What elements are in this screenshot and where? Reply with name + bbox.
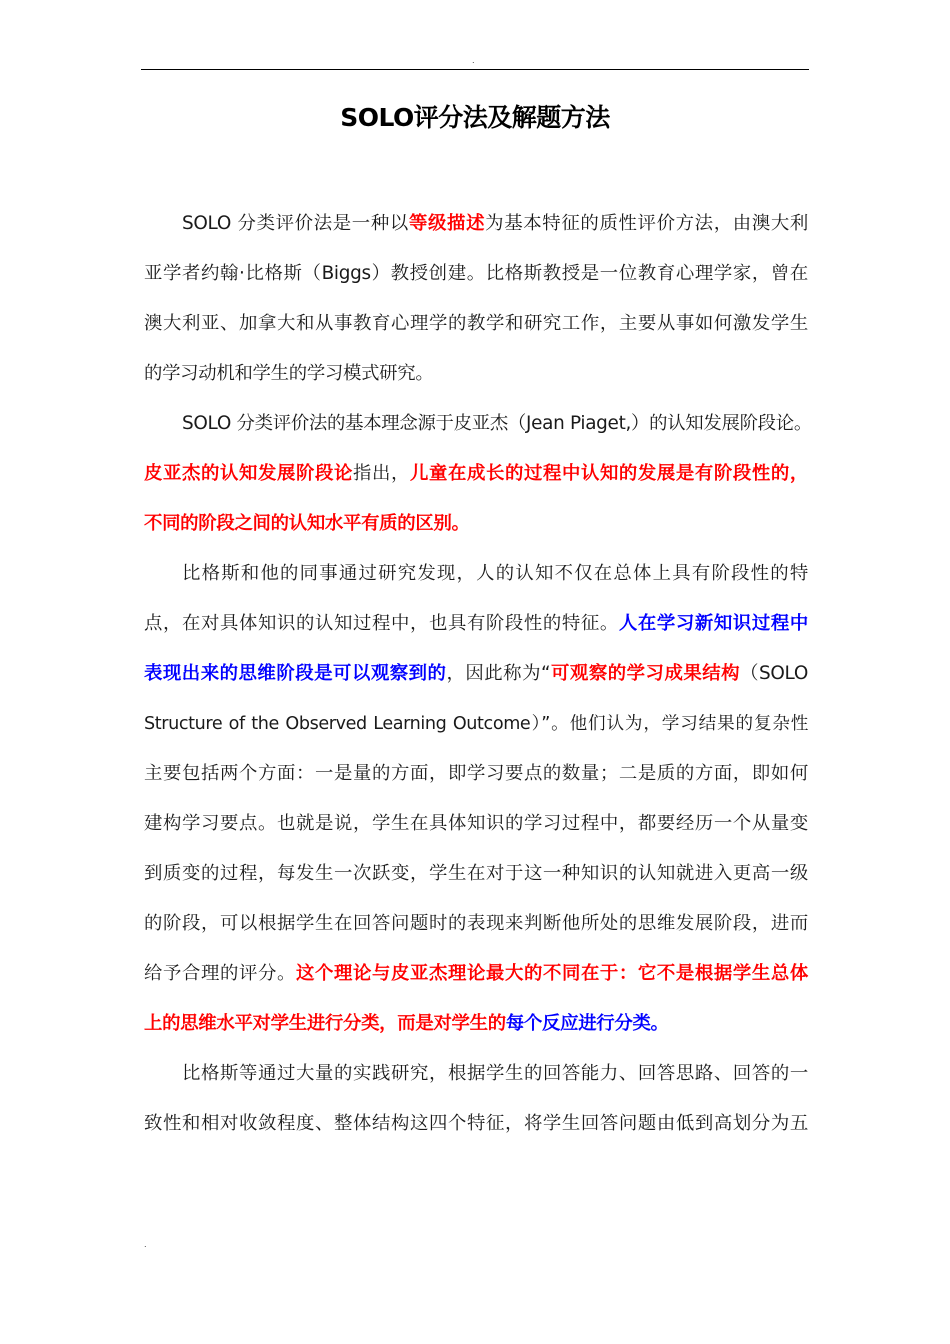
text-line <box>144 899 808 949</box>
text-line <box>144 399 812 449</box>
text-line <box>144 649 808 699</box>
text-line <box>144 249 808 299</box>
highlight-blue-text: 人在学习新知识过程中 <box>618 613 808 634</box>
text-line <box>144 1049 808 1099</box>
page-title: SOLO评分法及解题方法 <box>340 103 610 132</box>
text-span: 比格斯和他的同事通过研究发现，人的认知不仅在总体上具有阶段性的特 <box>182 563 808 584</box>
text-line <box>144 449 808 499</box>
text-line <box>144 299 808 349</box>
text-span: （SOLO <box>740 663 808 684</box>
text-span: 给予合理的评分。 <box>144 963 296 984</box>
text-line <box>144 749 808 799</box>
text-line <box>144 849 808 899</box>
highlight-blue-text: 每个反应进行分类。 <box>505 1013 669 1034</box>
highlight-red-text: 这个理论与皮亚杰理论最大的不同在于：它不是根据学生总体 <box>295 963 808 984</box>
highlight-red-text: 等级描述 <box>408 213 486 234</box>
text-line <box>144 499 808 549</box>
text-line <box>144 549 808 599</box>
text-span: 的学习动机和学生的学习模式研究。 <box>144 363 434 384</box>
highlight-red-text: 上的思维水平对学生进行分类，而是对学生的 <box>144 1013 506 1034</box>
text-line <box>144 1099 808 1149</box>
text-span: 为基本特征的质性评价方法，由澳大利 <box>485 213 808 234</box>
text-span: 建构学习要点。也就是说，学生在具体知识的学习过程中，都要经历一个从量变 <box>144 813 808 834</box>
text-span: SOLO 分类评价法的基本理念源于皮亚杰（Jean Piaget,）的认知发展阶段论。 <box>182 413 812 434</box>
highlight-red-text: 儿童在成长的过程中认知的发展是有阶段性的， <box>409 463 808 484</box>
text-span: 致性和相对收敛程度、整体结构这四个特征，将学生回答问题由低到高划分为五 <box>144 1113 808 1134</box>
body-text <box>144 199 812 1149</box>
text-line <box>144 949 808 999</box>
text-span: SOLO 分类评价法是一种以 <box>182 213 409 234</box>
text-line <box>144 999 808 1049</box>
text-span: 主要包括两个方面：一是量的方面，即学习要点的数量；二是质的方面，即如何 <box>144 763 808 784</box>
text-span: Structure of the Observed Learning Outcome）”。他们认为，学习结果的复杂性 <box>144 714 808 734</box>
text-span: ，因此称为“ <box>446 663 551 684</box>
header-mark: . <box>472 56 475 65</box>
text-span: 澳大利亚、加拿大和从事教育心理学的教学和研究工作，主要从事如何激发学生 <box>144 313 808 334</box>
header-rule <box>141 69 809 70</box>
text-line <box>144 699 808 749</box>
text-line <box>144 799 808 849</box>
text-line <box>144 599 808 649</box>
text-span: 的阶段，可以根据学生在回答问题时的表现来判断他所处的思维发展阶段，进而 <box>144 913 808 934</box>
text-line <box>144 349 808 399</box>
highlight-red-text: 皮亚杰的认知发展阶段论 <box>144 463 353 484</box>
highlight-red-text: 可观察的学习成果结构 <box>550 663 741 684</box>
text-span: 指出， <box>352 463 410 484</box>
text-line <box>144 199 808 249</box>
text-span: 亚学者约翰·比格斯（Biggs）教授创建。比格斯教授是一位教育心理学家，曾在 <box>144 263 808 284</box>
highlight-red-text: 不同的阶段之间的认知水平有质的区别。 <box>144 513 470 534</box>
text-span: 点，在对具体知识的认知过程中，也具有阶段性的特征。 <box>144 613 619 634</box>
text-span: 比格斯等通过大量的实践研究，根据学生的回答能力、回答思路、回答的一 <box>182 1063 808 1084</box>
highlight-blue-text: 表现出来的思维阶段是可以观察到的 <box>144 663 447 684</box>
text-span: 到质变的过程，每发生一次跃变，学生在对于这一种知识的认知就进入更高一级 <box>144 863 808 884</box>
footer-mark: . <box>144 1240 147 1249</box>
